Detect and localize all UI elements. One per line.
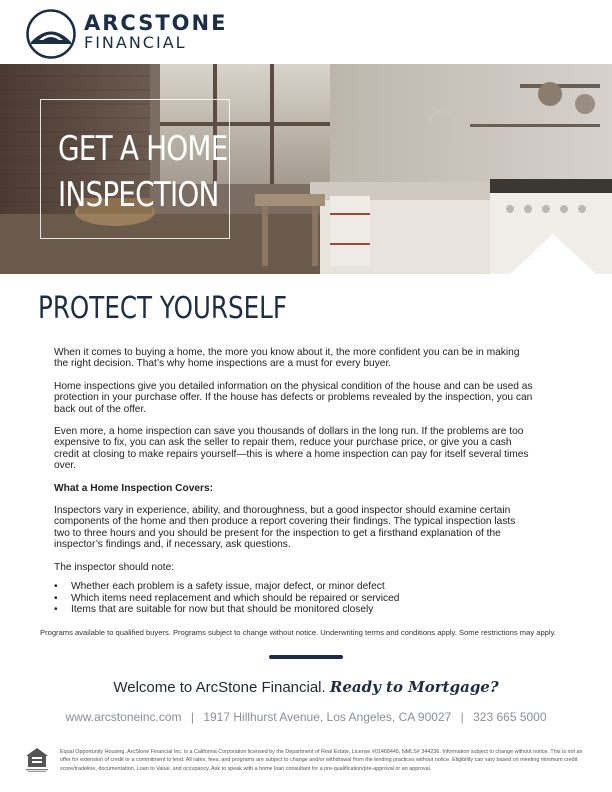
- program-disclaimer: Programs available to qualified buyers. Programs subject to change without notice. Underwriting terms and conditions apply. Some restrictions may apply.: [40, 628, 556, 637]
- hero-title: [58, 126, 227, 218]
- list-item: • Items that are suitable for now but that should be monitored closely: [54, 604, 534, 615]
- welcome-text: Welcome to ArcStone Financial.: [113, 679, 326, 696]
- equal-housing-opportunity-icon: [25, 747, 49, 773]
- website-link[interactable]: www.arcstoneinc.com: [65, 710, 182, 724]
- section-title: PROTECT YOURSELF: [38, 291, 288, 326]
- hero-banner: [0, 64, 612, 274]
- hero-title-line1: GET A HOME: [58, 129, 228, 169]
- brand-name-line2: FINANCIAL: [84, 33, 187, 52]
- paragraph-intro: When it comes to buying a home, the more you know about it, the more confident you can be in making the right decision. That’s why home inspections are a must for every buyer.: [54, 347, 520, 370]
- brand-name: [84, 12, 227, 51]
- paragraph-protection: Home inspections give you detailed information on the physical condition of the house and can be used as protection in your purchase offer. If the house has defects or problems revealed by the inspection, you can back out of the offer.: [54, 380, 533, 415]
- list-item: • Whether each problem is a safety issue, major defect, or minor defect: [54, 581, 534, 592]
- address: 1917 Hillhurst Avenue, Los Angeles, CA 90027: [203, 710, 452, 724]
- separator: |: [460, 710, 464, 724]
- separator: |: [190, 710, 194, 724]
- note-intro: The inspector should note:: [54, 561, 175, 573]
- paragraph-covers: Inspectors vary in experience, ability, and thoroughness, but a good inspector should examine certain components of the home and then produce a report covering their findings. The typical inspection lasts two to three hours and you should be present for the inspection to get a firsthand explanation of the inspector’s findings and, if necessary, ask questions.: [54, 505, 516, 551]
- paragraph-savings: Even more, a home inspection can save you thousands of dollars in the long run. If the problems are too expensive to fix, you can ask the seller to repair them, reduce your purchase price, or give you a cash credit at closing to make repairs yourself—this is where a home inspection can pay for itself several times over.: [54, 426, 529, 472]
- legal-disclosure: Equal Opportunity Housing. ArcStone Financial Inc. is a California Corporation licensed by the Department of Real Estate, License #01468445, NMLS# 344236. Information subject to change without notice. This is not an offer for extension of credit or a commitment to lend. All rates, fees, and programs are subject to change and/or withdrawal from the lending practices without notice. Eligibility can vary based on meeting minimum credit score/tradeline, documentation, Loan to Value, and occupancy. Ask to speak with a home loan consultant for a pre-qualification/pre-approval or an approval.: [60, 749, 583, 772]
- tagline: Ready to Mortgage?: [329, 678, 499, 696]
- welcome-line: [0, 678, 612, 696]
- divider: [269, 655, 343, 659]
- brand-name-line1: ARCSTONE: [84, 11, 228, 35]
- contact-line: [0, 710, 612, 724]
- list-item: • Which items need replacement and which should be repaired or serviced: [54, 593, 534, 604]
- covers-heading: What a Home Inspection Covers:: [54, 482, 214, 494]
- inspection-bullet-list: [54, 581, 534, 615]
- header: [0, 0, 612, 64]
- arcstone-logo-icon: [26, 9, 76, 59]
- body-content: [54, 347, 534, 615]
- hero-title-line2: INSPECTION: [58, 175, 219, 215]
- phone-number[interactable]: 323 665 5000: [473, 710, 547, 724]
